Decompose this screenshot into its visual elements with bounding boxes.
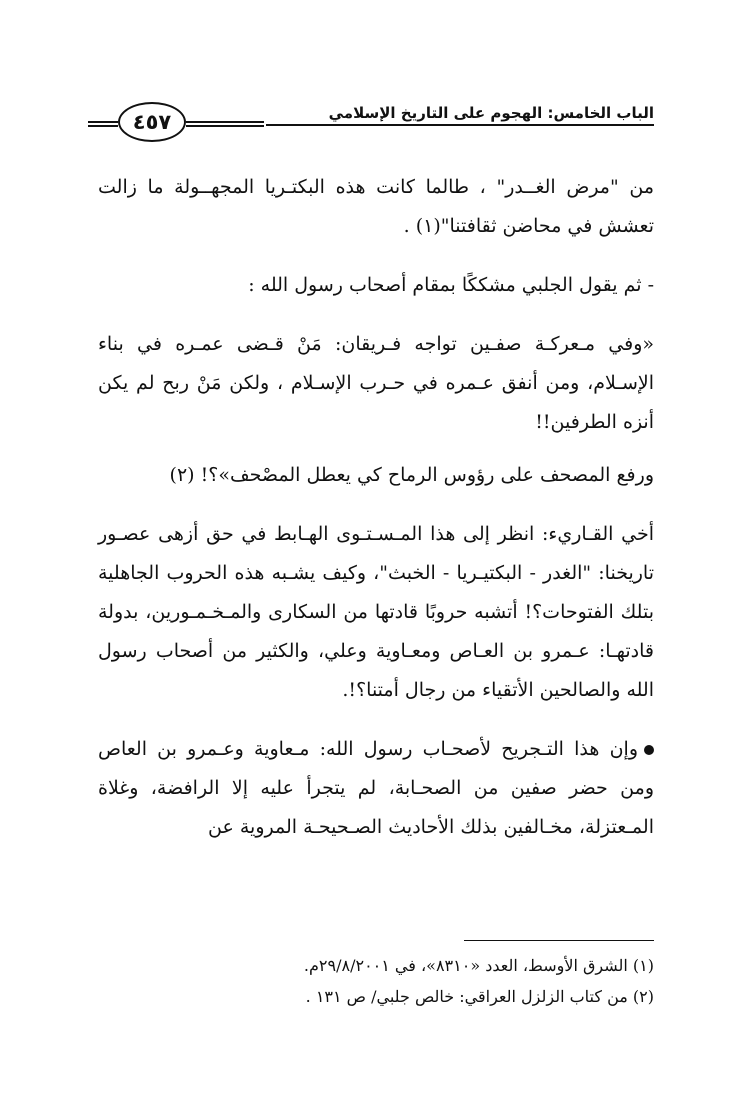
header-rule [266, 124, 654, 126]
paragraph-text: وإن هذا التـجريح لأصحـاب رسول الله: مـعاوية وعـمرو بن العاص ومن حضر صفين من الصحـابة، لم يتجرأ عليه إلا الرافضة، وغلاة المـعتزلة، مخـالفين بذلك الأحاديث الصـحيحـة المروية عن [98, 738, 654, 838]
footnote: (١) الشرق الأوسط، العدد «٨٣١٠»، في ٢٩/٨/٢٠٠١م. [303, 956, 654, 975]
paragraph: أخي القـاريء: انظر إلى هذا المـسـتـوى الهـابط في حق أزهى عصـور تاريخنا: "الغدر - البكتيـريا - الخبث"، وكيف يشـبه هذه الحروب الجاهلية بتلك الفتوحات؟! أتشبه حروبًا قادتها من السكارى والمـخـمـورين، بدولة قادتهـا: عـمرو بن العـاص ومعـاوية وعلي، والكثير من أصحاب رسول الله والصالحين الأتقياء من رجال أمتنا؟!. [98, 523, 654, 701]
quote-paragraph: «وفي مـعركـة صفـين تواجه فـريقان: مَنْ قـضى عمـره في بناء الإسـلام، ومن أنفق عـمره في حـرب الإسـلام ، ولكن مَنْ ربح لم يكن أنزه الطرفين!! [98, 333, 654, 433]
bullet-paragraph [98, 730, 654, 847]
chapter-title: الباب الخامس: الهجوم على التاريخ الإسلامي [328, 104, 654, 122]
header-rule [88, 125, 118, 127]
page-number: ٤٥٧ [118, 102, 186, 142]
paragraph: من "مرض الغــدر" ، طالما كانت هذه البكتـريا المجهــولة ما زالت تعشش في محاضن ثقافتنا"(١) . [98, 176, 654, 237]
footnote: (٢) من كتاب الزلزل العراقي: خالص جلبي/ ص ١٣١ . [305, 987, 654, 1006]
page-header [88, 90, 654, 140]
bullet-icon [644, 745, 654, 755]
footnotes [98, 950, 654, 1012]
paragraph: - ثم يقول الجلبي مشككًا بمقام أصحاب رسول الله : [248, 274, 654, 296]
header-rule [88, 121, 118, 123]
header-rule [186, 125, 264, 127]
quote-paragraph: ورفع المصحف على رؤوس الرماح كي يعطل المصْحف»؟! (٢) [169, 464, 654, 486]
header-rule [186, 121, 264, 123]
main-text [98, 168, 654, 847]
footnote-divider [464, 940, 654, 941]
